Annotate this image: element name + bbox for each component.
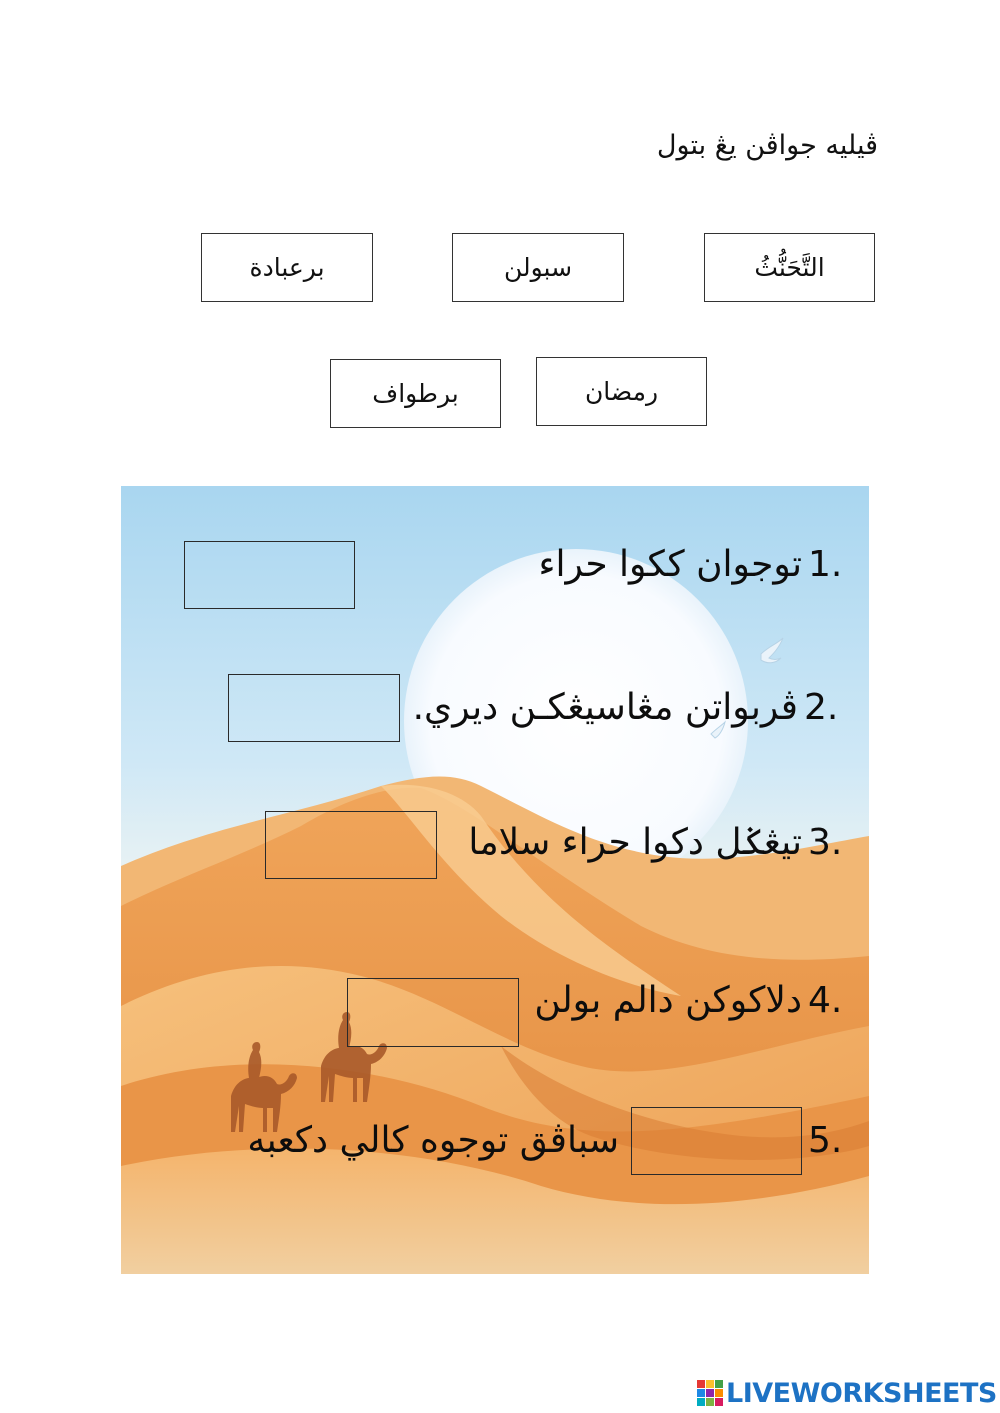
question-number: 5. [808, 1120, 843, 1161]
question-text: توجوان ككوا حراء [538, 544, 802, 585]
word-option-ramadan[interactable] [536, 357, 707, 426]
liveworksheets-logo [697, 1378, 997, 1408]
brand-text: LIVEWORKSHEETS [726, 1377, 997, 1409]
word-option-label: رمضان [584, 377, 659, 406]
question-number: 3. [808, 822, 843, 863]
question-number: 1. [808, 544, 843, 585]
answer-drop-box-1[interactable] [184, 541, 355, 609]
word-option-label: سبولن [503, 253, 573, 282]
word-option-label: التَّحَنُّثُ [754, 253, 825, 282]
word-option-tahannuth[interactable] [704, 233, 875, 302]
word-option-label: برطواف [372, 379, 459, 408]
question-text: سباڤق توجوه كالي دكعبه [247, 1120, 619, 1161]
instruction-title: ڤيليه جواڤن يڠ بتول [656, 130, 878, 161]
question-number: 4. [808, 980, 843, 1021]
question-text: تيڠݢل دكوا حراء سلاما [468, 822, 802, 863]
answer-drop-box-5[interactable] [631, 1107, 802, 1175]
question-text: ڤربواتن مڠاسيڠكـن ديري. [412, 687, 798, 728]
word-option-label: برعبادة [249, 253, 325, 282]
answer-drop-box-3[interactable] [265, 811, 437, 879]
word-option-beribadah[interactable] [201, 233, 373, 302]
question-text: دلاكوكن دالم بولن [534, 980, 802, 1021]
liveworksheets-logo-icon [697, 1380, 723, 1406]
word-option-bertawaf[interactable] [330, 359, 501, 428]
answer-drop-box-4[interactable] [347, 978, 519, 1047]
word-option-sebulan[interactable] [452, 233, 624, 302]
answer-drop-box-2[interactable] [228, 674, 400, 742]
question-number: 2. [804, 687, 839, 728]
